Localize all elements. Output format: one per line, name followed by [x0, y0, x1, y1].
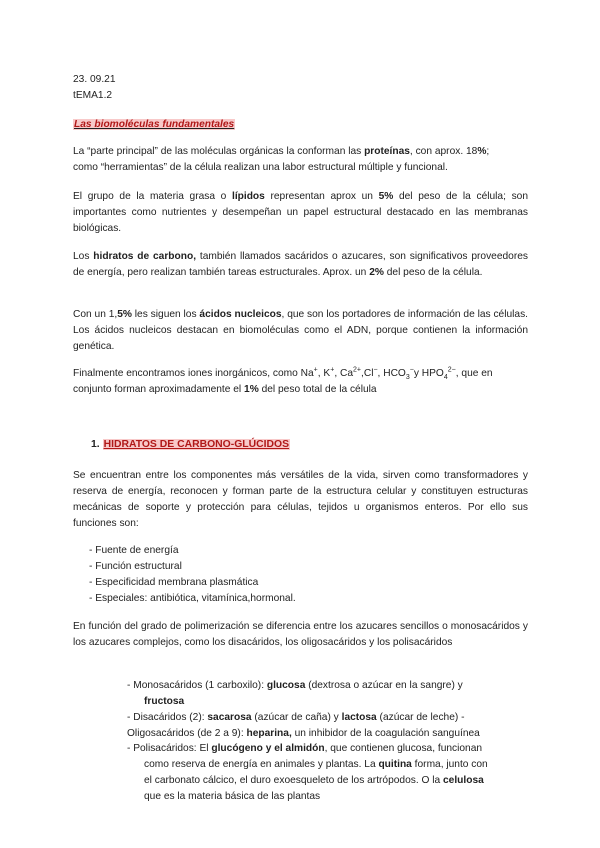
text-run: - Disacáridos (2): [127, 712, 208, 723]
indented-line [127, 759, 488, 770]
section-title-biomoleculas [73, 117, 528, 133]
text-run: , que son los portadores de información de las células. Los ácidos nucleicos destacan en biomoléculas como el ADN, porque contienen la información genética. [73, 309, 529, 352]
item-oligosacaridos [127, 726, 529, 742]
superscript: 2− [447, 366, 456, 374]
date-line: 23. 09.21 [73, 74, 116, 85]
text-run: conjunto forman aproximadamente el [73, 384, 245, 395]
percent-lipidos: 5% [378, 191, 394, 202]
superscript: − [373, 366, 378, 374]
text-run: del peso de la célula; son importantes como nutrientes y desempeñan un papel estructural destacado en las membranas biológicas. [73, 191, 529, 234]
percent-hidratos: 2% [369, 267, 384, 278]
paragraph-intro-hidratos: Se encuentran entre los componentes más versátiles de la vida, sirven como transformadores y reserva de energía, reconocen y forman parte de la estructura celular y constituyen estructuras mecánicas de soporte y protección para células, tejidos u organismos enteros. Por ello sus funciones son: [73, 470, 528, 529]
paragraph-hidratos [73, 249, 528, 281]
paragraph-lipidos [73, 189, 528, 237]
superscript: − [409, 366, 414, 374]
superscript: + [313, 366, 318, 374]
text-run: - Monosacáridos (1 carboxilo): [127, 680, 267, 691]
tema-line: tEMA1.2 [73, 90, 113, 101]
indented-line [127, 791, 320, 802]
text-run: , que en [455, 368, 493, 379]
list-item: - Fuente de energía [89, 545, 179, 556]
text-run: y HPO [413, 368, 444, 379]
text-run: , Ca [334, 368, 354, 379]
text-run: Con un 1, [73, 309, 118, 320]
text-run: Finalmente encontramos iones inorgánicos, como Na [73, 368, 314, 379]
text-run: el carbonato cálcico, el duro exoesqueleto de los artrópodos. O la [144, 775, 444, 786]
keyword-fructosa: fructosa [144, 696, 185, 707]
text-run: (azúcar de leche) - [376, 712, 465, 723]
text-run: del peso de la célula. [383, 267, 483, 278]
text-run: , que contienen glucosa, funcionan [324, 743, 483, 754]
list-item: - Especificidad membrana plasmática [89, 577, 259, 588]
keyword-celulosa: celulosa [443, 775, 484, 786]
text-run: como “herramientas” de la célula realizan una labor estructural múltiple y funcional. [73, 162, 448, 173]
item-polisacaridos [127, 741, 529, 805]
paragraph-iones [73, 366, 528, 398]
superscript: + [330, 366, 335, 374]
text-run: Oligosacáridos (de 2 a 9): [127, 728, 247, 739]
keyword-heparina: heparina, [246, 728, 292, 739]
keyword-acidos-nucleicos: ácidos nucleicos [199, 309, 282, 320]
keyword-lipidos: lípidos [232, 191, 265, 202]
paragraph-polimerizacion: En función del grado de polimerización se diferencia entre los azucares sencillos o monosacáridos y los azucares complejos, como los disacáridos, los oligosacáridos y los polisacáridos [73, 621, 528, 648]
paragraph-proteinas [73, 144, 528, 176]
item-monosacaridos [127, 678, 529, 710]
text-run: un inhibidor de la coagulación sanguínea [291, 728, 480, 739]
section-title-hidratos [91, 437, 546, 453]
text-run: (azúcar de caña) y [251, 712, 342, 723]
keyword-proteinas: proteínas [364, 146, 410, 157]
text-run: del peso total de la célula [258, 384, 377, 395]
text-run: , K [317, 368, 331, 379]
list-item: - Función estructural [89, 561, 182, 572]
indented-line [127, 775, 484, 786]
percent-mark: % [477, 146, 487, 157]
item-disacaridos [127, 710, 529, 726]
paragraph-acidos-nucleicos [73, 307, 528, 355]
superscript: 2+ [353, 366, 361, 374]
keyword-lactosa: lactosa [341, 712, 377, 723]
subscript: 4 [443, 374, 448, 382]
percent-acidos: 5% [117, 309, 132, 320]
text-run: ; [486, 146, 490, 157]
text-run: como reserva de energía en animales y plantas. La [144, 759, 379, 770]
text-run: forma, junto con [411, 759, 488, 770]
text-run: La “parte principal” de las moléculas orgánicas la conforman las [73, 146, 365, 157]
text-run: (dextrosa o azúcar en la sangre) y [305, 680, 463, 691]
text-run: , HCO [377, 368, 406, 379]
percent-iones: 1% [244, 384, 259, 395]
section-number: 1. [91, 439, 100, 450]
text-run: también llamados sacáridos o azucares, son significativos proveedores de energía, pero realizan también tareas estructurales. Aprox. un [73, 251, 528, 278]
keyword-glucosa: glucosa [266, 680, 306, 691]
list-item: - Especiales: antibiótica, vitamínica,hormonal. [89, 593, 296, 604]
keyword-hidratos: hidratos de carbono, [93, 251, 197, 262]
keyword-glucogeno-almidon: glucógeno y el almidón [211, 743, 325, 754]
text-run: les siguen los [131, 309, 200, 320]
subscript: 3 [405, 374, 410, 382]
functions-list [89, 543, 296, 607]
text-run: , con aprox. 18 [409, 146, 478, 157]
keyword-sacarosa: sacarosa [207, 712, 252, 723]
text-run: ,Cl [361, 368, 374, 379]
text-run: Los [73, 251, 94, 262]
section-title-text: HIDRATOS DE CARBONO-GLÚCIDOS [103, 439, 290, 450]
text-run: El grupo de la materia grasa o [73, 191, 232, 202]
text-run: - Polisacáridos: El [127, 743, 212, 754]
text-run: que es la materia básica de las plantas [144, 791, 321, 802]
text-run: representan aprox un [264, 191, 379, 202]
section-title-text: Las biomoléculas fundamentales [74, 119, 235, 130]
keyword-quitina: quitina [378, 759, 412, 770]
